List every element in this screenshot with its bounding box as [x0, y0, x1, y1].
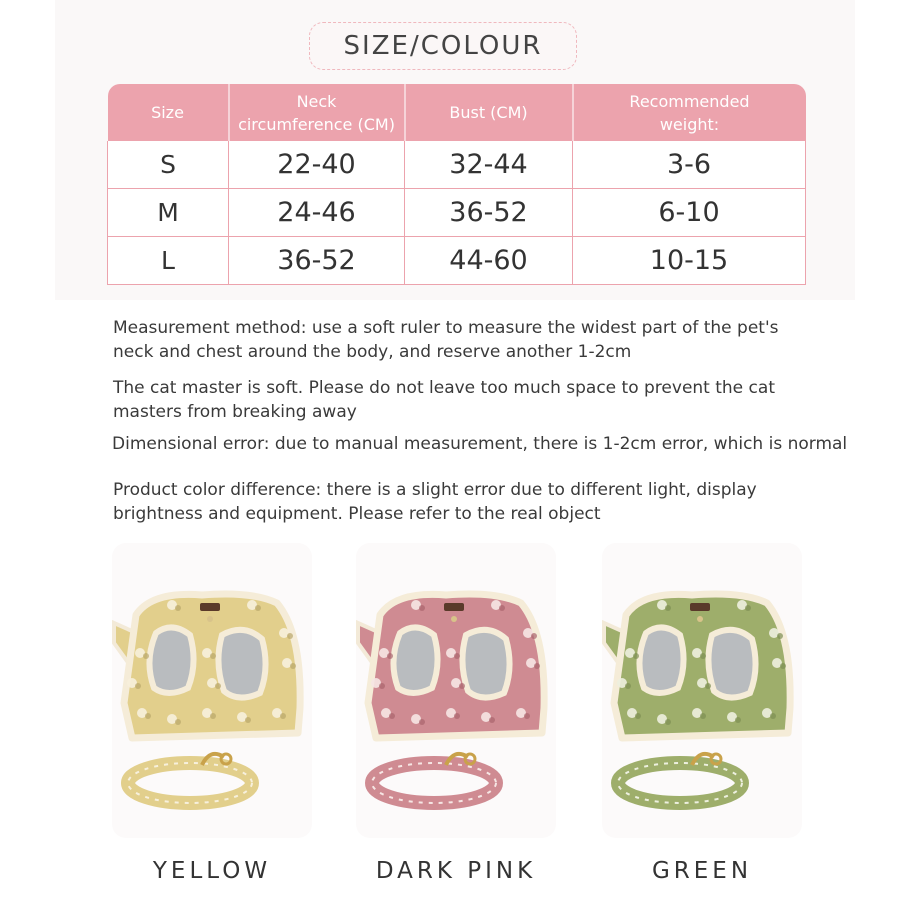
- leaf-pattern: [255, 605, 261, 611]
- neck-cell: 22-40: [229, 141, 405, 189]
- leaf-pattern: [419, 605, 425, 611]
- color-label-dark-pink: DARK PINK: [375, 858, 537, 884]
- leash-ring: [711, 754, 721, 764]
- header-bust: Bust (CM): [405, 84, 573, 141]
- color-label-green: GREEN: [651, 858, 753, 884]
- mesh-panel: [149, 627, 193, 693]
- size-table-header-row: [108, 84, 806, 141]
- leaf-pattern: [210, 713, 216, 719]
- harness-image: [602, 543, 802, 838]
- table-row: [108, 237, 806, 285]
- neck-cell: 36-52: [229, 237, 405, 285]
- size-table: [107, 84, 806, 285]
- note-color-difference: Product color difference: there is a slight error due to different light, display brightness and equipment. Please refer to the real object: [113, 480, 757, 524]
- leaf-pattern: [419, 719, 425, 725]
- leaf-pattern: [210, 653, 216, 659]
- leaf-pattern: [633, 653, 639, 659]
- leaf-pattern: [459, 683, 465, 689]
- leaf-pattern: [770, 713, 776, 719]
- leaf-pattern: [777, 633, 783, 639]
- note-dimensional-error: Dimensional error: due to manual measurement, there is 1-2cm error, which is normal: [112, 434, 848, 454]
- leaf-pattern: [389, 713, 395, 719]
- leaf-pattern: [665, 719, 671, 725]
- product-card-green: [602, 543, 802, 838]
- leaf-pattern: [705, 683, 711, 689]
- leaf-pattern: [245, 717, 251, 723]
- leaf-pattern: [215, 683, 221, 689]
- leaf-pattern: [700, 713, 706, 719]
- harness-illustration: [604, 594, 790, 738]
- harness-illustration: [114, 594, 300, 738]
- brand-tag: [690, 603, 710, 611]
- mesh-panel: [393, 627, 437, 693]
- leaf-pattern: [700, 653, 706, 659]
- note-measurement-method: Measurement method: use a soft ruler to measure the widest part of the pet's neck and chest around the body, and reserve another 1-2cm: [113, 318, 779, 362]
- weight-cell: 6-10: [573, 189, 806, 237]
- product-card-dark-pink: [356, 543, 556, 838]
- size-cell: S: [108, 141, 229, 189]
- table-row: [108, 141, 806, 189]
- note-cat-master-soft: The cat master is soft. Please do not leave too much space to prevent the cat masters from breaking away: [113, 378, 775, 422]
- header-weight: Recommended weight:: [573, 84, 806, 141]
- product-card-yellow: [112, 543, 312, 838]
- leaf-pattern: [145, 713, 151, 719]
- d-ring: [451, 616, 457, 622]
- leaf-pattern: [745, 605, 751, 611]
- leaf-pattern: [290, 663, 296, 669]
- harness-image: [356, 543, 556, 838]
- weight-cell: 3-6: [573, 141, 806, 189]
- leaf-pattern: [534, 663, 540, 669]
- bust-cell: 44-60: [405, 237, 573, 285]
- bust-cell: 32-44: [405, 141, 573, 189]
- brand-tag: [444, 603, 464, 611]
- leash-illustration: [372, 754, 496, 803]
- leaf-pattern: [280, 713, 286, 719]
- leaf-pattern: [665, 605, 671, 611]
- leash-illustration: [128, 754, 252, 803]
- leaf-pattern: [175, 605, 181, 611]
- leash-ring: [221, 754, 231, 764]
- leaf-pattern: [135, 683, 141, 689]
- size-cell: M: [108, 189, 229, 237]
- leaf-pattern: [287, 633, 293, 639]
- harness-image: [112, 543, 312, 838]
- leaf-pattern: [387, 653, 393, 659]
- mesh-panel: [639, 627, 683, 693]
- leaf-pattern: [454, 713, 460, 719]
- leaf-pattern: [143, 653, 149, 659]
- mesh-panel: [462, 630, 509, 698]
- mesh-panel: [708, 630, 755, 698]
- leaf-pattern: [489, 717, 495, 723]
- d-ring: [697, 616, 703, 622]
- size-cell: L: [108, 237, 229, 285]
- leaf-pattern: [625, 683, 631, 689]
- leaf-pattern: [524, 713, 530, 719]
- harness-illustration: [358, 594, 544, 738]
- bust-cell: 36-52: [405, 189, 573, 237]
- leaf-pattern: [735, 717, 741, 723]
- table-row: [108, 189, 806, 237]
- leash-ring: [465, 754, 475, 764]
- neck-cell: 24-46: [229, 189, 405, 237]
- leaf-pattern: [379, 683, 385, 689]
- leaf-pattern: [531, 633, 537, 639]
- leaf-pattern: [499, 605, 505, 611]
- leaf-pattern: [454, 653, 460, 659]
- leaf-pattern: [175, 719, 181, 725]
- d-ring: [207, 616, 213, 622]
- mesh-panel: [218, 630, 265, 698]
- leaf-pattern: [780, 663, 786, 669]
- leaf-pattern: [635, 713, 641, 719]
- page-title: SIZE/COLOUR: [309, 22, 577, 70]
- header-size: Size: [108, 84, 229, 141]
- weight-cell: 10-15: [573, 237, 806, 285]
- brand-tag: [200, 603, 220, 611]
- header-neck: Neck circumference (CM): [229, 84, 405, 141]
- leash-illustration: [618, 754, 742, 803]
- color-label-yellow: YELLOW: [152, 858, 272, 884]
